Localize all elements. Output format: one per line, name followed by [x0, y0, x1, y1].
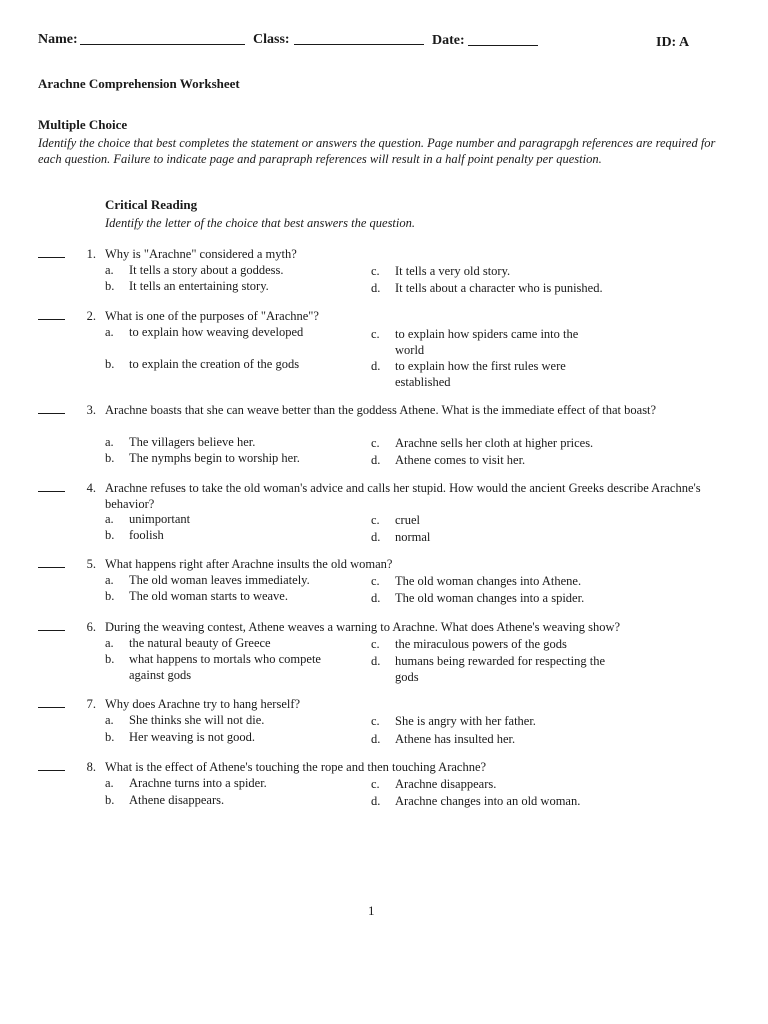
- answer-blank[interactable]: [38, 707, 65, 708]
- subsection-title: Critical Reading: [105, 197, 198, 212]
- answer-blank[interactable]: [38, 491, 65, 492]
- answer-blank[interactable]: [38, 257, 65, 258]
- question-text: Arachne refuses to take the old woman's advice and calls her stupid. How would the ancient Greeks describe Arachne's behavior?: [105, 481, 701, 511]
- answer-blank[interactable]: [38, 567, 65, 568]
- name-field[interactable]: [80, 32, 245, 45]
- name-label: Name:: [38, 32, 78, 47]
- answer-blank[interactable]: [38, 770, 65, 771]
- question-text: During the weaving contest, Athene weaves a warning to Arachne. What does Athene's weaving show?: [105, 620, 621, 634]
- answer-blank[interactable]: [38, 630, 65, 631]
- date-label: Date:: [432, 33, 465, 48]
- question-text: What happens right after Arachne insults the old woman?: [105, 557, 393, 571]
- question-text: What is the effect of Athene's touching the rope and then touching Arachne?: [105, 760, 487, 774]
- question-number: 7.: [86, 697, 96, 711]
- page-number: 1: [368, 903, 375, 918]
- question-text: Arachne boasts that she can weave better than the goddess Athene. What is the immediate effect of that boast?: [105, 403, 657, 417]
- question-text: What is one of the purposes of "Arachne"?: [105, 309, 319, 323]
- question-number: 6.: [86, 620, 96, 634]
- date-field[interactable]: [468, 33, 538, 46]
- worksheet-title: Arachne Comprehension Worksheet: [38, 76, 240, 91]
- question-number: 1.: [86, 247, 96, 261]
- id-label: ID: A: [656, 35, 690, 50]
- section-title: Multiple Choice: [38, 117, 128, 132]
- answer-blank[interactable]: [38, 319, 65, 320]
- answer-blank[interactable]: [38, 413, 65, 414]
- class-label: Class:: [253, 32, 290, 47]
- question-text: Why does Arachne try to hang herself?: [105, 697, 301, 711]
- question-text: Why is "Arachne" considered a myth?: [105, 247, 297, 261]
- question-number: 5.: [86, 557, 96, 571]
- section-instructions: Identify the choice that best completes the statement or answers the question. Page number and paragrapgh references are required for each question. Failure to indicate page and parapraph references will result in a half point penalty per question.: [38, 136, 716, 166]
- question-number: 2.: [86, 309, 96, 323]
- question-number: 3.: [86, 403, 96, 417]
- question-number: 8.: [86, 760, 96, 774]
- question-number: 4.: [86, 481, 96, 495]
- class-field[interactable]: [294, 32, 424, 45]
- subsection-instructions: Identify the letter of the choice that best answers the question.: [105, 216, 416, 230]
